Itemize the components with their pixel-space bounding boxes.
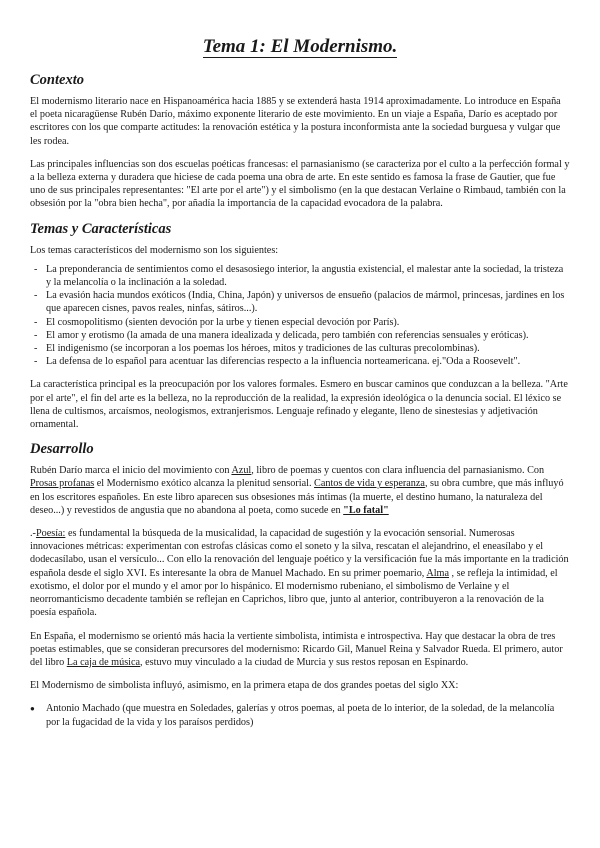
section-heading-desarrollo: Desarrollo — [30, 441, 94, 458]
text-run: , estuvo muy vinculado a la ciudad de Murcia y sus restos reposan en Espinardo. — [140, 656, 469, 668]
temas-final-paragraph: La característica principal es la preocupación por los valores formales. Esmero en buscar caminos que conduzcan a la belleza. "Arte por el arte", el fin del arte es la belleza, no la reproducción de la realidad, la expresión ideológica o la denuncia social. El léxico se llena de cultismos, arcaísmos, neologismos, extranjerismos. Lenguaje refinado y elegante, lleno de sinestesias y adjetivación ornamental. — [30, 379, 568, 431]
book-title-prosas-profanas: Prosas profanas — [30, 478, 95, 490]
book-title-azul: Azul — [231, 465, 252, 477]
section-heading-temas: Temas y Características — [30, 220, 172, 237]
label-poesia: Poesía: — [35, 528, 66, 540]
contexto-paragraph-2: Las principales influencias son dos escuelas poéticas francesas: el parnasianismo (se caracteriza por el culto a la perfección formal y a la belleza externa y duradera que hiciese de cada poema una obra de arte. En este sentido es famosa la frase de Gautier, que fue uno de sus principales representantes: "El arte por el arte") y el simbolismo (en la que destacan Verlaine o Rimbaud, también con la obsesión por la "obra bien hecha", por añadía la importancia de la capacidad evocadora de la palabra. — [30, 158, 570, 210]
text-run: es fundamental la búsqueda de la musicalidad, la capacidad de sugestión y la evocación sensorial. Numerosas innovaciones métricas: experimentan con estrofas clásicas como el soneto y la silva, rescatan el alejandrino, el eneasílabo y el dodecasílabo, usan el versículo... Con ello la renovación del lenguaje poético y la versificación fue la más importante en la tradición española desde el siglo XVI. Es interesante la obra de Manuel Machado. En su primer poemario, — [30, 528, 569, 579]
book-title-alma: Alma — [426, 567, 449, 579]
list-item: ● Antonio Machado (que muestra en Soledades, galerías y otros poemas, al poeta de lo interior, de la soledad, de la melancolía por la fugacidad de la vida y los paraísos perdidos) — [30, 702, 570, 728]
book-title-cantos: Cantos de vida y esperanza — [314, 478, 425, 490]
page-title — [30, 36, 570, 58]
text-run: , se refleja la intimidad, el exotismo, el dolor por el mundo y el amor por lo hispánico. El modernismo rubeniano, el simbolismo de Verlaine y el neorromanticismo decadente también se reflejan en Caprichos, libro que, junto al anterior, contribuyeron a la renovación de la poesía española. — [30, 567, 558, 619]
text-run: , su obra cumbre, que más influyó en los escritores españoles. En este libro aparecen sus obsesiones más íntimas (la muerte, el destino humano, la naturaleza del deseo...) y revestidos de angustia que no abandona al poeta, como sucede en — [30, 478, 564, 516]
list-item: - La defensa de lo español para acentuar las diferencias respecto a la influencia norteamericana. ej."Oda a Roosevelt". — [30, 355, 570, 368]
list-item: - El indigenismo (se incorporan a los poemas los héroes, mitos y tradiciones de las culturas precolombinas). — [30, 342, 570, 355]
text-run: Rubén Darío marca el inicio del movimiento con — [30, 465, 232, 477]
list-item: - La evasión hacia mundos exóticos (India, China, Japón) y universos de ensueño (palacios de mármol, princesas, jardines en los que aparecen cisnes, pavos reales, ninfas, sátiros...). — [30, 289, 570, 315]
desarrollo-paragraph-1 — [30, 464, 570, 517]
desarrollo-paragraph-3 — [30, 630, 570, 670]
text-run: .- — [30, 528, 36, 540]
temas-list — [30, 263, 570, 369]
section-heading-contexto: Contexto — [30, 72, 84, 88]
contexto-paragraph-1: El modernismo literario nace en Hispanoamérica hacia 1885 y se extenderá hasta 1914 aproximadamente. Lo introduce en España el poeta nicaragüense Rubén Darío, máximo exponente literario de este movimiento. En un viaje a España, Darío es aceptado por escritores con los que comparte actitudes: la renovación estética y la postura inconformista ante la sociedad burguesa y vulgar que les rodea. — [30, 96, 561, 147]
poets-list — [30, 702, 570, 728]
desarrollo-paragraph-2 — [30, 527, 570, 619]
list-item: - El amor y erotismo (la amada de una manera idealizada y delicada, pero también con referencias sensuales y eróticas). — [30, 329, 570, 342]
list-item: - El cosmopolitismo (sienten devoción por la urbe y tienen especial devoción por París). — [30, 316, 570, 329]
desarrollo-paragraph-4: El Modernismo de simbolista influyó, asimismo, en la primera etapa de dos grandes poetas del siglo XX: — [30, 680, 459, 692]
list-item: - La preponderancia de sentimientos como el desasosiego interior, la angustia existencial, el malestar ante la sociedad, la tristeza y la melancolía o la inclinación a la soledad. — [30, 263, 570, 289]
temas-intro: Los temas característicos del modernismo son los siguientes: — [30, 244, 279, 256]
poem-title-lo-fatal: "Lo fatal" — [343, 504, 389, 516]
document-page — [30, 36, 570, 729]
book-title-caja-de-musica: La caja de música — [66, 656, 141, 668]
text-run: , libro de poemas y cuentos con clara influencia del parnasianismo. Con — [251, 465, 545, 477]
page-title-text: Tema 1: El Modernismo. — [202, 36, 398, 57]
text-run: el Modernismo exótico alcanza la plenitud sensorial. — [94, 478, 315, 490]
text-run: En España, el modernismo se orientó más hacia la vertiente simbolista, intimista e introspectiva. Hay que destacar la obra de tres poetas estimables, que se consideran precursores del modernismo: Ricardo Gil, Manuel Reina y Salvador Rueda. El primero, autor del libro — [30, 630, 563, 668]
